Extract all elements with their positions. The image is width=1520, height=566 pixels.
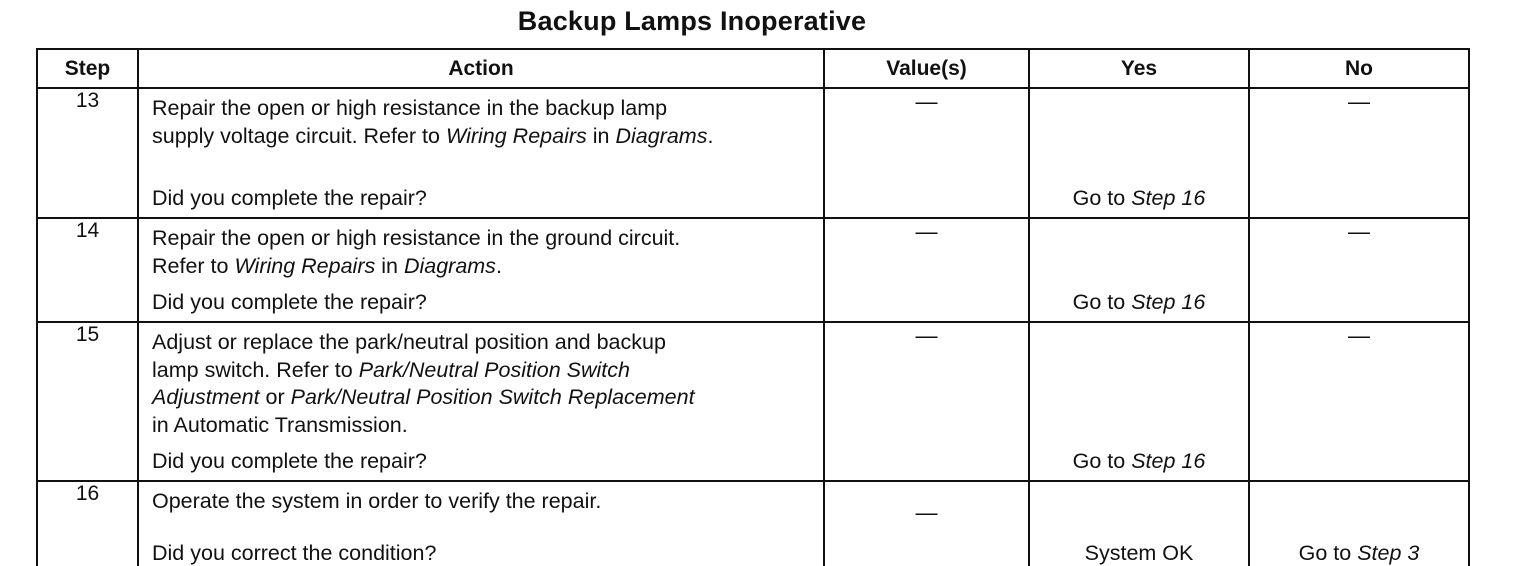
yes-result: System OK — [1084, 541, 1194, 565]
yes-cell — [1029, 481, 1249, 566]
action-line: . — [707, 123, 714, 148]
diagnostic-table — [36, 48, 1470, 566]
header-no: No — [1249, 49, 1469, 88]
action-instructions — [152, 488, 813, 516]
no-cell: — — [1249, 322, 1469, 481]
action-line: Repair the open or high resistance in the backup lamp — [152, 96, 668, 120]
no-cell: — — [1249, 218, 1469, 322]
action-line: or — [259, 385, 291, 409]
action-cell — [138, 322, 824, 481]
go-to-text: Go to — [1072, 186, 1132, 210]
reference-link[interactable]: Park/Neutral Position Switch — [358, 357, 630, 382]
action-line: . — [495, 253, 502, 278]
step-link[interactable]: Step 3 — [1357, 541, 1420, 565]
yes-result — [1030, 290, 1248, 315]
table-header-row — [37, 49, 1469, 88]
header-yes: Yes — [1029, 49, 1249, 88]
action-line: lamp switch. Refer to — [152, 357, 359, 382]
action-line: in Automatic Transmission. — [152, 412, 408, 437]
table-row — [37, 481, 1469, 566]
yes-result — [1030, 186, 1248, 211]
action-question: Did you correct the condition? — [152, 540, 437, 565]
reference-link[interactable]: Wiring Repairs — [445, 123, 587, 148]
table-row — [37, 322, 1469, 481]
action-question: Did you complete the repair? — [152, 185, 427, 210]
reference-link[interactable]: Adjustment — [152, 385, 260, 409]
action-question: Did you complete the repair? — [152, 448, 427, 473]
no-result — [1250, 541, 1468, 566]
step-number: 14 — [37, 218, 138, 322]
action-instructions — [152, 95, 813, 150]
table-row — [37, 88, 1469, 218]
yes-result — [1030, 449, 1248, 474]
go-to-text: Go to — [1072, 290, 1132, 314]
action-line: in — [586, 123, 616, 148]
yes-cell — [1029, 218, 1249, 322]
action-line: supply voltage circuit. Refer to — [152, 123, 446, 148]
reference-link[interactable]: Diagrams — [403, 253, 496, 278]
go-to-text: Go to — [1298, 541, 1358, 565]
step-link[interactable]: Step 16 — [1131, 186, 1206, 210]
page-title: Backup Lamps Inoperative — [517, 6, 867, 36]
no-cell: — — [1249, 88, 1469, 218]
action-line: in — [375, 253, 404, 278]
value-cell: — — [824, 218, 1029, 322]
action-cell — [138, 218, 824, 322]
action-instructions — [152, 329, 813, 439]
step-link[interactable]: Step 16 — [1131, 290, 1206, 314]
reference-link[interactable]: Park/Neutral Position Switch Replacement — [290, 385, 695, 409]
yes-cell — [1029, 322, 1249, 481]
action-question: Did you complete the repair? — [152, 289, 427, 314]
step-number: 16 — [37, 481, 138, 566]
header-values: Value(s) — [824, 49, 1029, 88]
value-cell: — — [824, 88, 1029, 218]
action-cell — [138, 481, 824, 566]
step-link[interactable]: Step 16 — [1131, 449, 1206, 473]
action-cell — [138, 88, 824, 218]
table-row — [37, 218, 1469, 322]
header-step: Step — [37, 49, 138, 88]
value-cell: — — [824, 481, 1029, 566]
step-number: 15 — [37, 322, 138, 481]
reference-link[interactable]: Diagrams — [615, 123, 708, 148]
action-line: Repair the open or high resistance in the ground circuit. — [152, 226, 681, 250]
reference-link[interactable]: Wiring Repairs — [234, 253, 376, 278]
no-cell — [1249, 481, 1469, 566]
step-number: 13 — [37, 88, 138, 218]
action-line: Adjust or replace the park/neutral position and backup — [152, 330, 666, 354]
yes-cell — [1029, 88, 1249, 218]
value-cell: — — [824, 322, 1029, 481]
header-action: Action — [138, 49, 824, 88]
action-line: Operate the system in order to verify the repair. — [152, 489, 602, 513]
action-line: Refer to — [152, 253, 235, 278]
go-to-text: Go to — [1072, 449, 1132, 473]
action-instructions — [152, 225, 813, 280]
